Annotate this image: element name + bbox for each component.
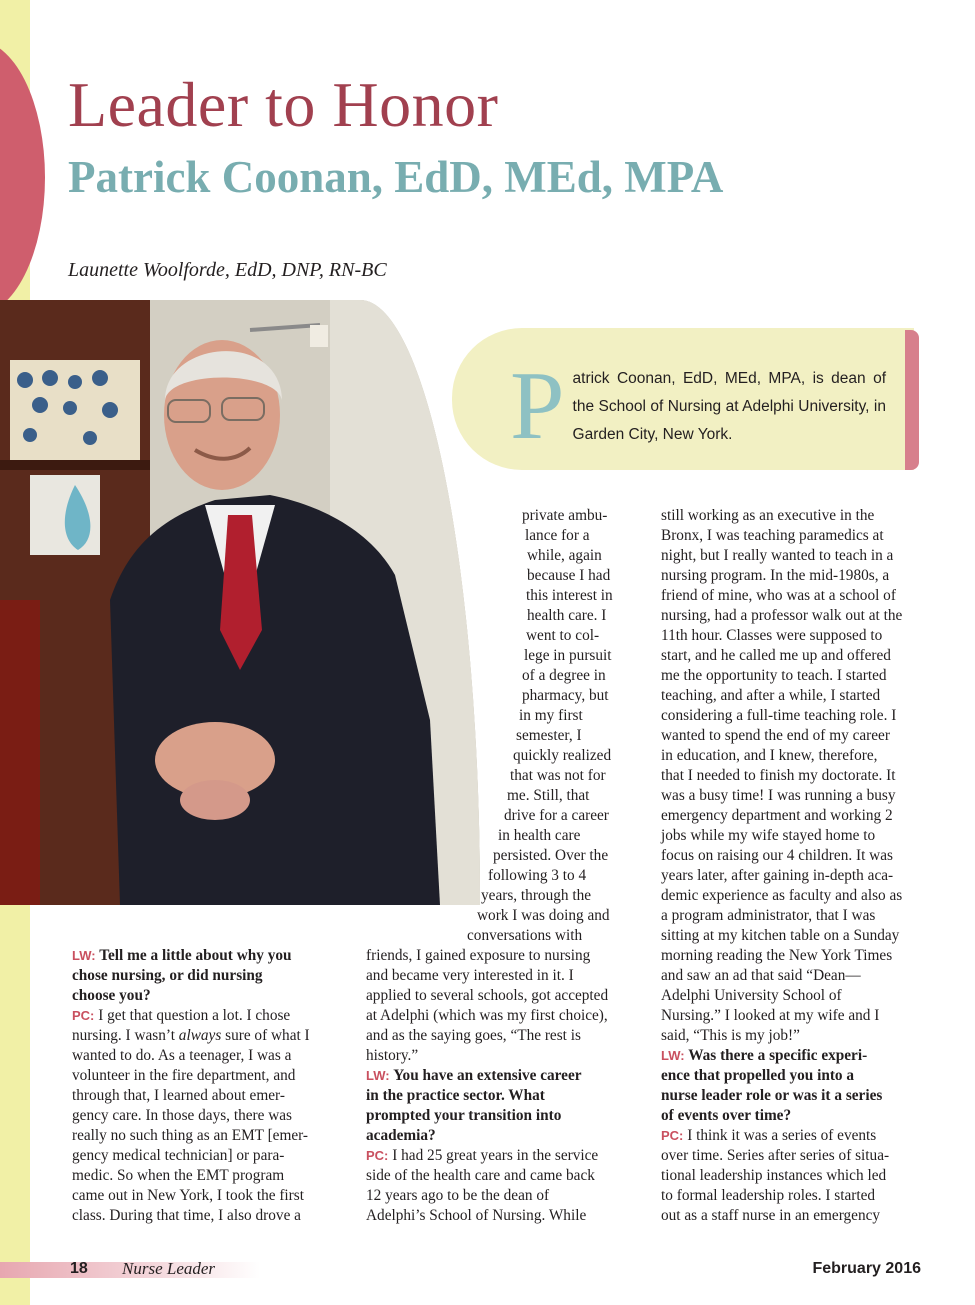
drop-cap: P [510, 352, 565, 460]
col2-line [366, 1006, 628, 1026]
body-text: nursing. I wasn’t [72, 1027, 179, 1044]
body-text: applied to several schools, got accepted [366, 987, 609, 1004]
col1-line [72, 1106, 332, 1126]
body-text: demic experience as faculty and also as [661, 887, 903, 904]
body-text: in education, and I knew, therefore, [661, 747, 878, 764]
body-text: through that, I learned about emer- [72, 1087, 285, 1104]
col2-wrap-line [525, 526, 590, 546]
col2-wrap-line [498, 826, 580, 846]
col3-line [661, 866, 923, 886]
body-text: lance for a [525, 527, 590, 544]
col3-line [661, 1086, 923, 1106]
body-text: I think it was a series of events [683, 1127, 877, 1144]
col3-line [661, 1026, 923, 1046]
question-text: Was there a specific experi- [688, 1047, 868, 1064]
col2-wrap-line [527, 566, 610, 586]
body-text: gency care. In those days, there was [72, 1107, 293, 1124]
body-text: this interest in [526, 587, 613, 604]
body-text: persisted. Over the [493, 847, 609, 864]
body-text: I get that question a lot. I chose [94, 1007, 291, 1024]
col2-wrap-line [522, 686, 609, 706]
body-text: emergency department and working 2 [661, 807, 893, 824]
body-text: years, through the [481, 887, 592, 904]
body-text: to formal leadership roles. I started [661, 1187, 876, 1204]
body-text: and saw an ad that said “Dean— [661, 967, 861, 984]
article-column-2 [366, 946, 628, 1226]
body-text: side of the health care and came back [366, 1167, 595, 1184]
col1-line [72, 1006, 332, 1026]
col3-line [661, 766, 923, 786]
col2-line [366, 1046, 628, 1066]
question-text: choose you? [72, 987, 151, 1004]
col2-wrap-line [519, 706, 583, 726]
body-text: considering a full-time teaching role. I [661, 707, 897, 724]
body-text: private ambu- [522, 507, 608, 524]
issue-date: February 2016 [812, 1260, 921, 1277]
intro-paragraph [510, 352, 886, 460]
body-text: of a degree in [522, 667, 606, 684]
body-text: nursing program. In the mid-1980s, a [661, 567, 890, 584]
body-text: history.” [366, 1047, 419, 1064]
col3-line [661, 946, 923, 966]
page-number: 18 [70, 1260, 88, 1277]
subject-name: Patrick Coonan, EdD, MEd, MPA [68, 152, 724, 202]
col1-line [72, 1186, 332, 1206]
col2-line [366, 1146, 628, 1166]
body-text: 12 years ago to be the dean of [366, 1187, 550, 1204]
col3-line [661, 1186, 923, 1206]
col3-line [661, 1206, 923, 1226]
col1-line [72, 966, 332, 986]
col2-line [366, 1186, 628, 1206]
col3-line [661, 726, 923, 746]
col2-line [366, 946, 628, 966]
article-column-1 [72, 946, 332, 1226]
col1-line [72, 1066, 332, 1086]
col3-line [661, 826, 923, 846]
body-text: while, again [527, 547, 602, 564]
body-text: jobs while my wife stayed home to [661, 827, 876, 844]
body-text: me. Still, that [507, 787, 590, 804]
publication-name: Nurse Leader [122, 1259, 216, 1278]
body-text: class. During that time, I also drove a [72, 1207, 301, 1224]
question-text: You have an extensive career [393, 1067, 582, 1084]
col3-line [661, 506, 923, 526]
lw-label: LW: [72, 948, 100, 963]
body-text: at Adelphi (which was my first choice), [366, 1007, 608, 1024]
question-text: prompted your transition into [366, 1107, 562, 1124]
col2-line [366, 1106, 628, 1126]
col3-line [661, 746, 923, 766]
body-text: wanted to do. As a teenager, I was a [72, 1047, 292, 1064]
body-text: teaching, and after a while, I started [661, 687, 881, 704]
lw-label: LW: [661, 1048, 689, 1063]
body-text: tional leadership instances which led [661, 1167, 887, 1184]
body-text: work I was doing and [477, 907, 610, 924]
col3-line [661, 1166, 923, 1186]
col3-line [661, 1146, 923, 1166]
body-text: conversations with [467, 927, 583, 944]
col2-line [366, 1086, 628, 1106]
col2-line [366, 1206, 628, 1226]
emphasis-text: always [178, 1027, 222, 1044]
col3-line [661, 1006, 923, 1026]
body-text: in my first [519, 707, 583, 724]
col3-line [661, 986, 923, 1006]
lw-label: LW: [366, 1068, 394, 1083]
pc-label: PC: [72, 1008, 95, 1023]
body-text: night, but I really wanted to teach in a [661, 547, 894, 564]
portrait-photo [0, 300, 480, 905]
question-text: of events over time? [661, 1107, 792, 1124]
col2-wrap-line [522, 666, 606, 686]
body-text: sure of what I [221, 1027, 310, 1044]
col2-line [366, 966, 628, 986]
left-decorative-arc [0, 40, 45, 315]
col3-line [661, 626, 923, 646]
body-text: was a busy time! I was running a busy [661, 787, 896, 804]
col3-line [661, 926, 923, 946]
col2-wrap-line [493, 846, 608, 866]
body-text: because I had [527, 567, 611, 584]
question-text: academia? [366, 1127, 436, 1144]
col3-line [661, 786, 923, 806]
col1-line [72, 1146, 332, 1166]
question-text: in the practice sector. What [366, 1087, 545, 1104]
body-text: years later, after gaining in-depth aca- [661, 867, 894, 884]
col3-line [661, 1126, 923, 1146]
body-text: health care. I [527, 607, 607, 624]
col3-line [661, 566, 923, 586]
body-text: and became very interested in it. I [366, 967, 574, 984]
col2-line [366, 1126, 628, 1146]
col2-wrap-line [477, 906, 610, 926]
body-text: semester, I [516, 727, 582, 744]
col3-line [661, 1066, 923, 1086]
body-text: drive for a career [504, 807, 609, 824]
body-text: friend of mine, who was at a school of [661, 587, 896, 604]
col1-line [72, 986, 332, 1006]
body-text: I had 25 great years in the service [388, 1147, 599, 1164]
body-text: lege in pursuit [524, 647, 612, 664]
col3-line [661, 806, 923, 826]
col1-line [72, 1206, 332, 1226]
page-title: Leader to Honor [68, 69, 499, 140]
col3-line [661, 606, 923, 626]
author-byline: Launette Woolforde, EdD, DNP, RN-BC [68, 259, 387, 281]
col2-wrap-line [527, 606, 606, 626]
body-text: pharmacy, but [522, 687, 609, 704]
col1-line [72, 1026, 332, 1046]
col1-line [72, 1046, 332, 1066]
col2-line [366, 1026, 628, 1046]
body-text: out as a staff nurse in an emergency [661, 1207, 881, 1224]
body-text: 11th hour. Classes were supposed to [661, 627, 883, 644]
col2-wrap-line [504, 806, 609, 826]
col3-line [661, 886, 923, 906]
body-text: Adelphi University School of [661, 987, 842, 1004]
body-text: gency medical technician] or para- [72, 1147, 285, 1164]
body-text: that was not for [510, 767, 606, 784]
body-text: said, “This is my job!” [661, 1027, 800, 1044]
body-text: wanted to spend the end of my career [661, 727, 890, 744]
body-text: over time. Series after series of situa- [661, 1147, 890, 1164]
col2-wrap-line [481, 886, 591, 906]
col3-line [661, 1106, 923, 1126]
col1-line [72, 1126, 332, 1146]
body-text: Adelphi’s School of Nursing. While [366, 1207, 587, 1224]
col2-wrap-line [526, 626, 599, 646]
body-text: that I needed to finish my doctorate. It [661, 767, 896, 784]
col2-wrap-line [510, 766, 606, 786]
body-text: focus on raising our 4 children. It was [661, 847, 893, 864]
col2-wrap-line [524, 646, 612, 666]
col2-wrap-line [526, 586, 613, 606]
body-text: medic. So when the EMT program [72, 1167, 285, 1184]
body-text: came out in New York, I took the first [72, 1187, 304, 1204]
col2-wrap-line [467, 926, 582, 946]
col3-line [661, 1046, 923, 1066]
col2-wrap-line [488, 866, 586, 886]
col2-line [366, 1166, 628, 1186]
col2-line [366, 1066, 628, 1086]
col3-line [661, 646, 923, 666]
col3-line [661, 526, 923, 546]
col2-wrap-line [516, 726, 582, 746]
intro-text: atrick Coonan, EdD, MEd, MPA, is dean of the School of Nursing at Adelphi University, in Garden City, New York. [572, 370, 886, 443]
question-text: ence that propelled you into a [661, 1067, 855, 1084]
body-text: following 3 to 4 [488, 867, 587, 884]
body-text: morning reading the New York Times [661, 947, 893, 964]
col3-line [661, 546, 923, 566]
pc-label: PC: [661, 1128, 684, 1143]
body-text: Nursing.” I looked at my wife and I [661, 1007, 880, 1024]
body-text: quickly realized [513, 747, 612, 764]
col3-line [661, 686, 923, 706]
col1-line [72, 1086, 332, 1106]
body-text: nursing, had a professor walk out at the [661, 607, 903, 624]
question-text: Tell me a little about why you [99, 947, 292, 964]
body-text: start, and he called me up and offered [661, 647, 891, 664]
body-text: Bronx, I was teaching paramedics at [661, 527, 884, 544]
col3-line [661, 846, 923, 866]
body-text: a program administrator, that I was [661, 907, 876, 924]
col2-line [366, 986, 628, 1006]
col3-line [661, 666, 923, 686]
body-text: volunteer in the fire department, and [72, 1067, 296, 1084]
col2-wrap-line [513, 746, 611, 766]
article-column-3 [661, 506, 923, 1226]
col3-line [661, 966, 923, 986]
col1-line [72, 1166, 332, 1186]
body-text: me the opportunity to teach. I started [661, 667, 887, 684]
body-text: in health care [498, 827, 581, 844]
col3-line [661, 706, 923, 726]
body-text: friends, I gained exposure to nursing [366, 947, 591, 964]
col1-line [72, 946, 332, 966]
body-text: sitting at my kitchen table on a Sunday [661, 927, 900, 944]
col2-wrap-line [522, 506, 607, 526]
pc-label: PC: [366, 1148, 389, 1163]
question-text: nurse leader role or was it a series [661, 1087, 883, 1104]
question-text: chose nursing, or did nursing [72, 967, 263, 984]
col3-line [661, 586, 923, 606]
body-text: really no such thing as an EMT [emer- [72, 1127, 309, 1144]
body-text: and as the saying goes, “The rest is [366, 1027, 581, 1044]
intro-accent-stripe [905, 330, 919, 470]
body-text: still working as an executive in the [661, 507, 875, 524]
col2-wrap-line [527, 546, 602, 566]
col2-wrap-line [507, 786, 589, 806]
body-text: went to col- [526, 627, 600, 644]
col3-line [661, 906, 923, 926]
